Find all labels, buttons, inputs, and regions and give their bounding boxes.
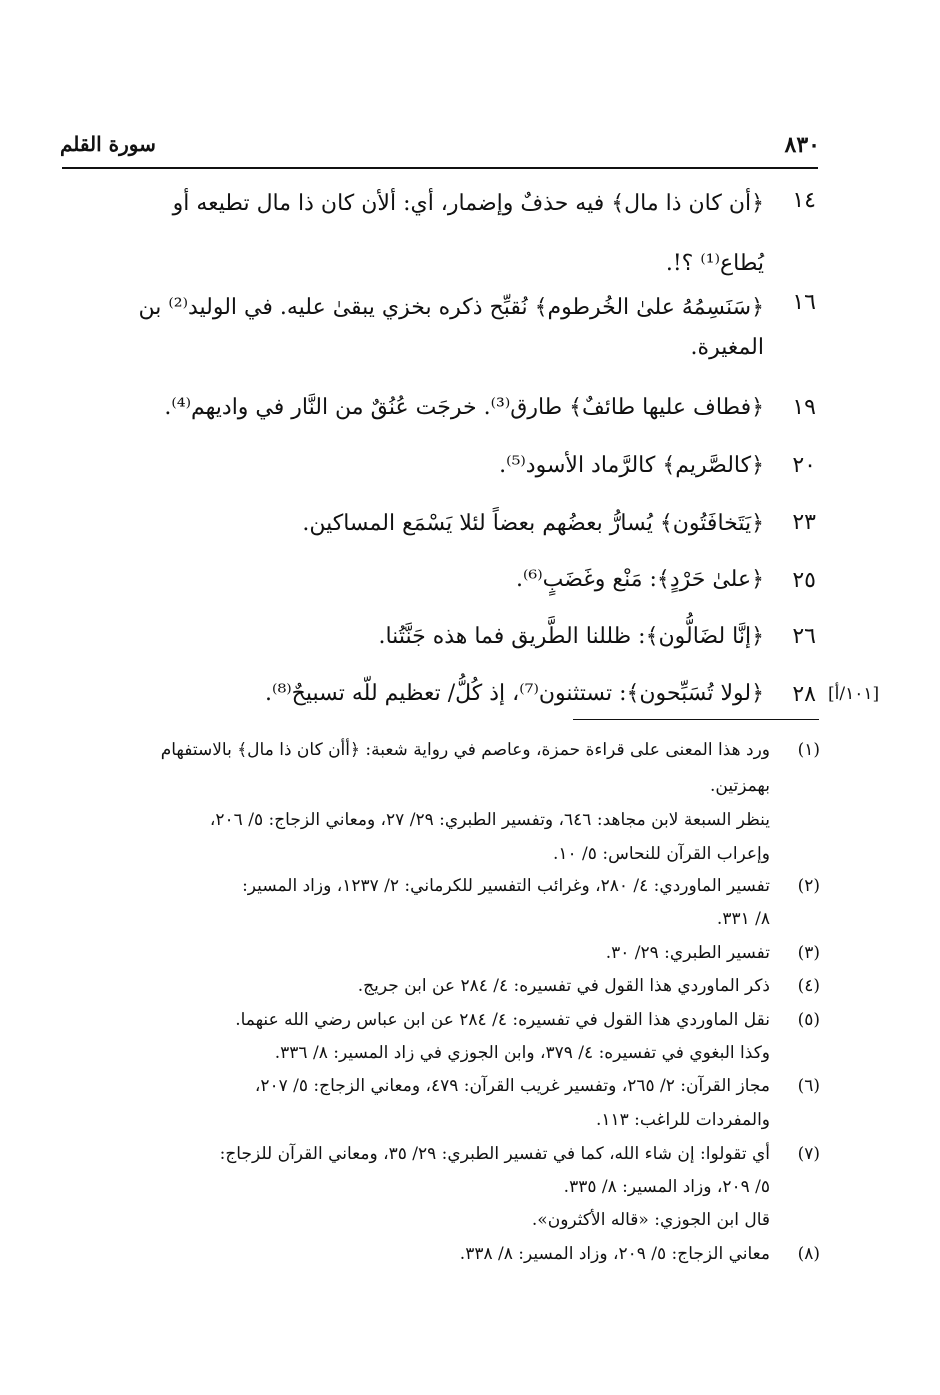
- verse-number: ١٦: [792, 290, 816, 315]
- entry-line: يُطاع⁽¹⁾ ؟!.: [665, 251, 764, 276]
- footnote-line: ذكر الماوردي هذا القول في تفسيره: ٤/ ٢٨٤ عن ابن جريج.: [357, 976, 770, 996]
- footnote-number: (٣): [797, 943, 820, 963]
- footnote-number: (١): [797, 740, 820, 760]
- footnote-number: (٦): [797, 1076, 820, 1096]
- footnote-line: والمفردات للراغب: ١١٣.: [595, 1110, 770, 1130]
- manuscript-folio-ref: [١٠١/أ]: [828, 684, 880, 704]
- page-number: ٨٣٠: [784, 132, 820, 158]
- footnote-number: (٨): [797, 1244, 820, 1264]
- footnote-line: أي تقولوا: إن شاء الله، كما في تفسير الطبري: ٢٩/ ٣٥، ومعاني القرآن للزجاج:: [219, 1144, 770, 1164]
- entry-line: ﴿فطاف عليها طائفٌ﴾ طارق⁽³⁾. خرجَت عُنُقٌ من النَّار في واديهم⁽⁴⁾.: [164, 395, 764, 420]
- footnote-line: مجاز القرآن: ٢/ ٢٦٥، وتفسير غريب القرآن: ٤٧٩، ومعاني الزجاج: ٥/ ٢٠٧،: [254, 1076, 770, 1096]
- verse-number: ٢٠: [792, 453, 816, 478]
- footnote-separator: [573, 719, 819, 720]
- footnote-line: ٨/ ٣٣١.: [716, 909, 770, 929]
- footnote-number: (٤): [797, 976, 820, 996]
- verse-number: ١٩: [792, 395, 816, 420]
- verse-number: ٢٣: [792, 510, 816, 535]
- verse-number: ٢٦: [792, 624, 816, 649]
- running-title: سورة القلم: [60, 132, 156, 156]
- entry-line: ﴿إنَّا لضَالُّون﴾: ظللنا الطَّريق فما هذه جَنَّتُنا.: [378, 624, 764, 649]
- verse-number: ٢٨: [792, 682, 816, 707]
- footnote-line: ورد هذا المعنى على قراءة حمزة، وعاصم في رواية شعبة: ﴿أأن كان ذا مال﴾ بالاستفهام: [160, 740, 770, 760]
- verse-number: ١٤: [792, 188, 816, 213]
- header-rule: [62, 167, 818, 169]
- entry-line: ﴿علىٰ حَرْدٍ﴾: مَنْع وغَضَبٍ⁽⁶⁾.: [515, 567, 764, 592]
- entry-line: ﴿لولا تُسَبِّحون﴾: تستثنون⁽⁷⁾، إذ كُلُّ/ تعظيم للّه تسبيحٌ⁽⁸⁾.: [265, 681, 764, 706]
- footnote-line: نقل الماوردي هذا القول في تفسيره: ٤/ ٢٨٤ عن ابن عباس رضي الله عنهما.: [235, 1010, 770, 1030]
- footnote-line: وإعراب القرآن للنحاس: ٥/ ١٠.: [552, 844, 770, 864]
- entry-line: المغيرة.: [690, 335, 764, 360]
- verse-number: ٢٥: [792, 568, 816, 593]
- entry-line: ﴿سَنَسِمُهُ علىٰ الخُرطوم﴾ نُقبِّح ذكره بخزي يبقىٰ عليه. في الوليد⁽²⁾ بن: [138, 295, 764, 320]
- footnote-number: (٧): [797, 1144, 820, 1164]
- entry-line: ﴿يَتَخافَتُون﴾ يُسارُّ بعضُهم بعضاً لئلا يَسْمَع المساكين.: [302, 511, 764, 536]
- footnote-line: وكذا البغوي في تفسيره: ٤/ ٣٧٩، وابن الجوزي في زاد المسير: ٨/ ٣٣٦.: [274, 1043, 770, 1063]
- footnote-line: تفسير الماوردي: ٤/ ٢٨٠، وغرائب التفسير للكرماني: ٢/ ١٢٣٧، وزاد المسير:: [242, 876, 770, 896]
- entry-line: ﴿أن كان ذا مال﴾ فيه حذفٌ وإضمار، أي: ألأن كان ذا مال تطيعه أو: [172, 191, 764, 216]
- footnote-line: بهمزتين.: [710, 776, 770, 796]
- entry-line: ﴿كالصَّريم﴾ كالرَّماد الأسود⁽⁵⁾.: [499, 453, 764, 478]
- footnote-line: ٥/ ٢٠٩، وزاد المسير: ٨/ ٣٣٥.: [563, 1177, 770, 1197]
- footnote-line: قال ابن الجوزي: «قاله الأكثرون».: [531, 1210, 770, 1230]
- footnote-number: (٢): [797, 876, 820, 896]
- footnote-line: تفسير الطبري: ٢٩/ ٣٠.: [605, 943, 770, 963]
- footnote-line: معاني الزجاج: ٥/ ٢٠٩، وزاد المسير: ٨/ ٣٣٨.: [459, 1244, 770, 1264]
- footnote-line: ينظر السبعة لابن مجاهد: ٦٤٦، وتفسير الطبري: ٢٩/ ٢٧، ومعاني الزجاج: ٥/ ٢٠٦،: [209, 810, 770, 830]
- footnote-number: (٥): [797, 1010, 820, 1030]
